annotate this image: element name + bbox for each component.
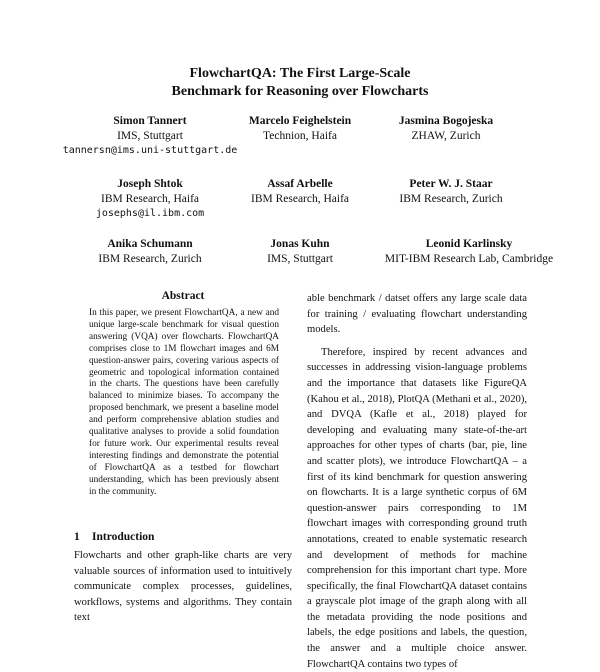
author-affiliation: Technion, Haifa [263,130,337,142]
author-affiliation: IBM Research, Haifa [100,193,200,205]
abstract-text: In this paper, we present FlowchartQA, a new and unique large-scale benchmark for visual question answering (VQA) over flowcharts. FlowchartQA comprises close to 1M flowchart images and 6M question-answer pairs, covering various aspects of geometric and topological information contained in the charts. The questions have been carefully balanced to minimize biases. To accompany the proposed benchmark, we present a baseline model and perform comprehensive ablation studies and qualitative analyses to provide a solid foundation for future work. Our experimental results reveal interesting findings and demonstrate the potential of FlowchartQA as a testbed for flowchart understanding, which has been previously absent in the community. [89,308,279,497]
paper-title-line-2: Benchmark for Reasoning over Flowcharts [171,84,429,99]
author-block [341,177,561,207]
author-affiliation: IBM Research, Zurich [399,193,503,205]
author-affiliation: MIT-IBM Research Lab, Cambridge [384,253,554,265]
section-title: Introduction [92,531,155,543]
author-affiliation: IBM Research, Zurich [98,253,202,265]
author-name: Assaf Arbelle [267,178,333,190]
author-email: josephs@il.ibm.com [95,208,205,219]
right-column-paragraph-1: able benchmark / datset offers any large scale data for training / evaluating flowchart understanding models. [307,293,527,336]
author-email: tannersn@ims.uni-stuttgart.de [62,145,238,156]
section-heading-introduction [74,531,292,543]
right-column-paragraph-2: Therefore, inspired by recent advances and successes in addressing vision-language problems and the importance that datasets like FigureQA (Kahou et al., 2018), PlotQA (Methani et al., 2020), and DVQA (Kafle et al., 2018) played for developing and evaluating many state-of-the-art approaches for other types of charts (bar, pie, line and scatter plots), we introduce FlowchartQA – a first of its kind benchmark for question answering on flowcharts. It is a large synthetic corpus of 6M question-answer pairs corresponding to 1M flowchart images with corresponding ground truth annotations, created to enable systematic research and development of methods for machine comprehension for this important chart type. More specifically, the final FlowchartQA dataset contains a grayscale plot image of the graph along with all the metadata providing the node positions and labels, the edge positions and labels, the question, the answer and a multiple choice answer. FlowchartQA contains two types of [307,346,527,670]
author-affiliation: IMS, Stuttgart [267,253,333,265]
author-name: Marcelo Feighelstein [248,115,352,127]
author-affiliation: ZHAW, Zurich [411,130,481,142]
introduction-body [74,548,292,624]
author-name: Simon Tannert [113,115,187,127]
author-block [336,114,556,144]
paper-title-line-1: FlowchartQA: The First Large-Scale [189,66,411,81]
author-name: Jasmina Bogojeska [398,115,494,127]
right-column [307,291,527,670]
section-number: 1 [74,531,80,543]
paper-title [0,65,600,101]
author-affiliation: IMS, Stuttgart [117,130,183,142]
author-block [356,237,582,267]
author-name: Anika Schumann [107,238,193,250]
abstract-body [89,308,279,499]
abstract-heading: Abstract [161,290,205,302]
introduction-paragraph: Flowcharts and other graph-like charts are very valuable sources of information used to intuitively communicate complex processes, guidelines, workflows, systems and algorithms. They contain text [74,550,292,624]
author-name: Peter W. J. Staar [409,178,493,190]
author-affiliation: IBM Research, Haifa [250,193,350,205]
author-name: Joseph Shtok [117,178,183,190]
author-name: Leonid Karlinsky [425,238,513,250]
author-name: Jonas Kuhn [270,238,330,250]
